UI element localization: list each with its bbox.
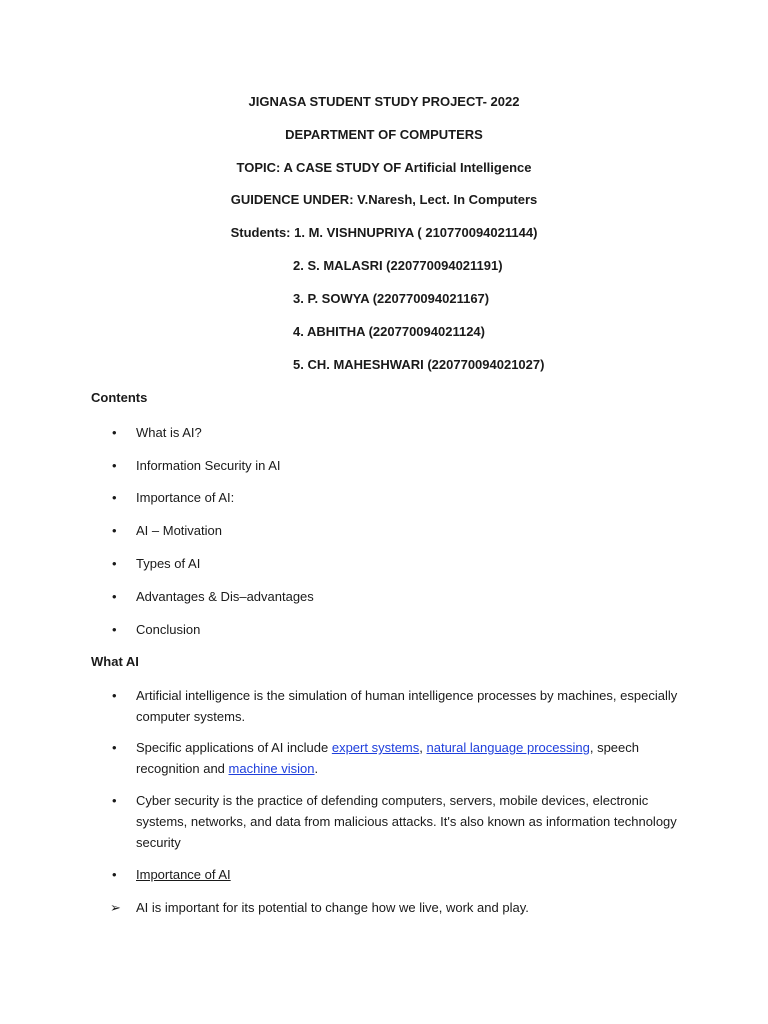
cyber-security-paragraph: Cyber security is the practice of defending computers, servers, mobile devices, electronic systems, networks, and data from malicious attacks. It's also known as information technology security: [136, 793, 677, 850]
bullet-glyph: •: [112, 425, 117, 440]
student-line: 5. CH. MAHESHWARI (220770094021027): [293, 357, 545, 372]
students-first-line: Students: 1. M. VISHNUPRIYA ( 210770094021144): [230, 225, 538, 240]
bullet-glyph: •: [112, 556, 117, 571]
project-title: JIGNASA STUDENT STUDY PROJECT- 2022: [248, 94, 520, 109]
contents-item: AI – Motivation: [136, 523, 222, 538]
ai-definition-paragraph: Artificial intelligence is the simulation of human intelligence processes by machines, especially computer systems.: [136, 688, 678, 724]
student-line: 3. P. SOWYA (220770094021167): [293, 291, 490, 306]
bullet-glyph: •: [112, 589, 117, 604]
paragraph-text: , speech recognition and: [136, 740, 639, 776]
contents-item: Importance of AI:: [136, 490, 235, 505]
importance-of-ai-label: Importance of AI: [136, 867, 231, 882]
student-line: 2. S. MALASRI (220770094021191): [293, 258, 503, 273]
bullet-glyph: •: [112, 740, 117, 755]
guidance-line: GUIDENCE UNDER: V.Naresh, Lect. In Computers: [230, 192, 538, 207]
expert-systems-link[interactable]: expert systems: [331, 740, 420, 755]
contents-item: Conclusion: [136, 622, 201, 637]
contents-item: Types of AI: [136, 556, 201, 571]
bullet-glyph: •: [112, 793, 117, 808]
student-line: 4. ABHITHA (220770094021124): [293, 324, 485, 339]
ai-importance-statement: AI is important for its potential to change how we live, work and play.: [136, 900, 529, 915]
bullet-glyph: •: [112, 622, 117, 637]
bullet-glyph: •: [112, 867, 117, 882]
paragraph-text: Specific applications of AI include: [136, 740, 332, 755]
contents-heading: Contents: [91, 390, 148, 405]
bullet-glyph: •: [112, 458, 117, 473]
contents-item: What is AI?: [136, 425, 202, 440]
bullet-glyph: •: [112, 490, 117, 505]
bullet-glyph: •: [112, 688, 117, 703]
paragraph-text: .: [314, 761, 319, 776]
nlp-link[interactable]: natural language processing: [426, 740, 590, 755]
what-ai-heading: What AI: [91, 654, 139, 669]
machine-vision-link[interactable]: machine vision: [228, 761, 315, 776]
arrow-bullet-icon: ➢: [110, 900, 121, 915]
paragraph-text: ,: [419, 740, 427, 755]
contents-item: Advantages & Dis–advantages: [136, 589, 314, 604]
bullet-glyph: •: [112, 523, 117, 538]
department-title: DEPARTMENT OF COMPUTERS: [285, 127, 483, 142]
topic-title: TOPIC: A CASE STUDY OF Artificial Intelligence: [236, 160, 532, 175]
ai-applications-paragraph: [136, 737, 681, 779]
contents-item: Information Security in AI: [136, 458, 281, 473]
